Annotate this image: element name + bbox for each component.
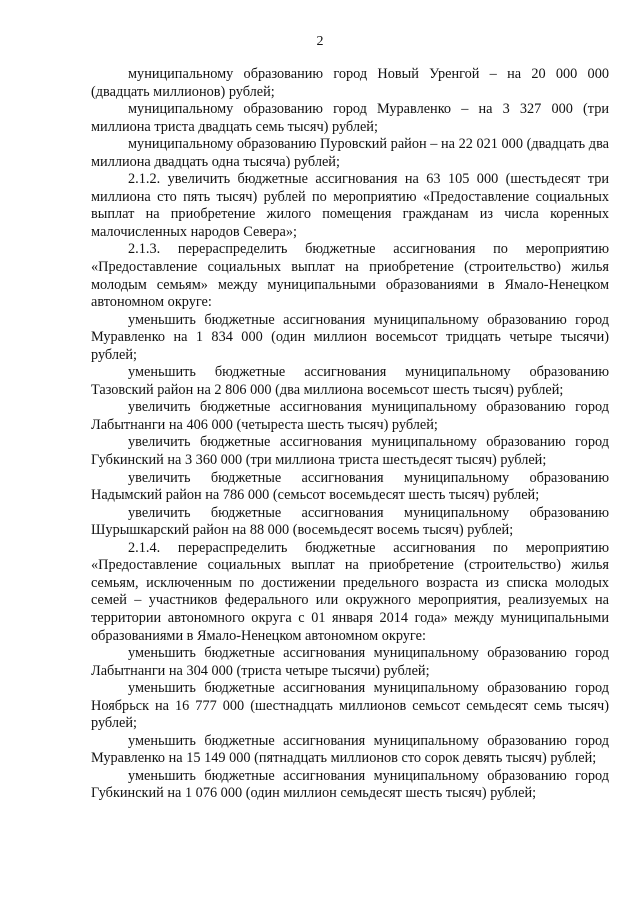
paragraph: 2.1.2. увеличить бюджетные ассигнования на 63 105 000 (шестьдесят три миллиона сто пять тысяч) рублей по мероприятию «Предоставление социальных выплат на приобретение жилого помещения гражданам из числа коренных малочисленных народов Севера»; <box>91 171 609 240</box>
paragraph: уменьшить бюджетные ассигнования муниципальному образованию город Губкинский на 1 076 000 (один миллион семьдесят шесть тысяч) рублей; <box>91 767 609 802</box>
paragraph: увеличить бюджетные ассигнования муниципальному образованию Шурышкарский район на 88 000 (восемьдесят восемь тысяч) рублей; <box>91 504 609 539</box>
paragraph: уменьшить бюджетные ассигнования муниципальному образованию Тазовский район на 2 806 000 (два миллиона восемьсот шесть тысяч) рублей; <box>91 364 609 398</box>
paragraph: уменьшить бюджетные ассигнования муниципальному образованию город Лабытнанги на 304 000 (триста четыре тысячи) рублей; <box>91 645 609 679</box>
paragraph: 2.1.3. перераспределить бюджетные ассигнования по мероприятию «Предоставление социальных выплат на приобретение (строительство) жилья молодым семьям» между муниципальными образованиями в Ямало-Ненецком автономном округе: <box>91 241 609 311</box>
paragraph: уменьшить бюджетные ассигнования муниципальному образованию город Ноябрьск на 16 777 000 (шестнадцать миллионов семьсот семьдесят семь тысяч) рублей; <box>91 680 609 732</box>
paragraph: уменьшить бюджетные ассигнования муниципальному образованию город Муравленко на 15 149 000 (пятнадцать миллионов сто сорок девять тысяч) рублей; <box>91 732 609 767</box>
paragraph: муниципальному образованию город Муравленко – на 3 327 000 (три миллиона триста двадцать семь тысяч) рублей; <box>91 101 609 135</box>
paragraph: муниципальному образованию город Новый Уренгой – на 20 000 000 (двадцать миллионов) рублей; <box>91 66 609 100</box>
page-number: 2 <box>316 34 324 49</box>
paragraph: муниципальному образованию Пуровский район – на 22 021 000 (двадцать два миллиона двадцать одна тысяча) рублей; <box>91 136 609 170</box>
paragraph: уменьшить бюджетные ассигнования муниципальному образованию город Муравленко на 1 834 000 (один миллион восемьсот тридцать четыре тысячи) рублей; <box>91 311 609 363</box>
document-body <box>91 66 609 803</box>
paragraph: увеличить бюджетные ассигнования муниципальному образованию Надымский район на 786 000 (семьсот восемьдесят шесть тысяч) рублей; <box>91 469 609 504</box>
paragraph: увеличить бюджетные ассигнования муниципальному образованию город Губкинский на 3 360 000 (три миллиона триста шестьдесят тысяч) рублей; <box>91 434 609 469</box>
paragraph: увеличить бюджетные ассигнования муниципальному образованию город Лабытнанги на 406 000 (четыреста шесть тысяч) рублей; <box>91 399 609 433</box>
paragraph: 2.1.4. перераспределить бюджетные ассигнования по мероприятию «Предоставление социальных выплат на приобретение (строительство) жилья семьям, исключенным по достижении предельного возраста из списка молодых семей – участников федерального или окружного мероприятия, реализуемых на территории автономного округа с 01 января 2014 года» между муниципальными образованиями в Ямало-Ненецком автономном округе: <box>91 539 609 644</box>
